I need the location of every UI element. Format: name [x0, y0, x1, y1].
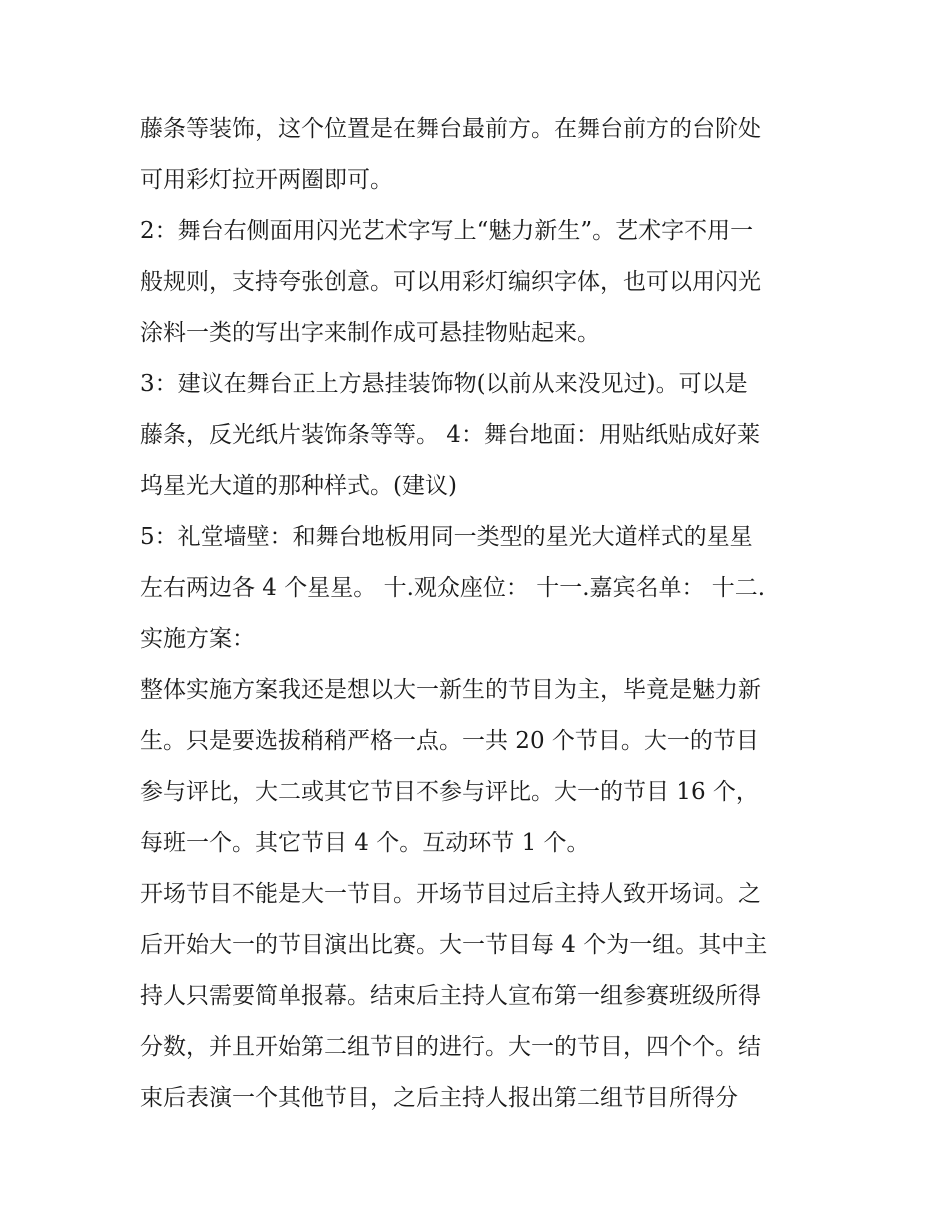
text-line: 涂料一类的写出字来制作成可悬挂物贴起来。 — [140, 320, 600, 346]
text-line: 藤条，反光纸片装饰条等等。 4：舞台地面：用贴纸贴成好莱 — [140, 422, 760, 448]
text-line: 3：建议在舞台正上方悬挂装饰物(以前从来没见过)。可以是 — [140, 371, 748, 397]
paragraph-implementation-overview — [140, 665, 820, 869]
text-line: 实施方案： — [140, 626, 255, 652]
text-line: 后开始大一的节目演出比赛。大一节目每 4 个为一组。其中主 — [140, 932, 768, 958]
paragraph-program-flow — [140, 869, 820, 1124]
text-line: 可用彩灯拉开两圈即可。 — [140, 167, 393, 193]
text-line: 整体实施方案我还是想以大一新生的节目为主，毕竟是魅力新 — [140, 677, 761, 703]
text-line: 生。只是要选拔稍稍严格一点。一共 20 个节目。大一的节目 — [140, 728, 759, 754]
text-line: 5：礼堂墙壁：和舞台地板用同一类型的星光大道样式的星星 — [140, 524, 753, 550]
text-line: 2：舞台右侧面用闪光艺术字写上“魅力新生”。艺术字不用一 — [140, 218, 754, 244]
text-line: 分数，并且开始第二组节目的进行。大一的节目，四个个。结 — [140, 1034, 761, 1060]
text-line: 左右两边各 4 个星星。 十.观众座位： 十一.嘉宾名单： 十二. — [140, 575, 766, 601]
text-line: 开场节目不能是大一节目。开场节目过后主持人致开场词。之 — [140, 881, 761, 907]
text-line: 参与评比，大二或其它节目不参与评比。大一的节目 16 个， — [140, 779, 759, 805]
paragraph-item-2 — [140, 206, 820, 359]
paragraph-stage-front — [140, 104, 820, 206]
text-line: 每班一个。其它节目 4 个。互动环节 1 个。 — [140, 830, 590, 856]
paragraph-item-5 — [140, 512, 820, 665]
text-line: 坞星光大道的那种样式。(建议) — [140, 473, 457, 499]
text-line: 束后表演一个其他节目，之后主持人报出第二组节目所得分 — [140, 1085, 738, 1111]
text-line: 持人只需要简单报幕。结束后主持人宣布第一组参赛班级所得 — [140, 983, 761, 1009]
text-line: 藤条等装饰，这个位置是在舞台最前方。在舞台前方的台阶处 — [140, 116, 761, 142]
text-line: 般规则，支持夸张创意。可以用彩灯编织字体，也可以用闪光 — [140, 269, 761, 295]
document-body — [140, 104, 820, 1124]
paragraph-item-3 — [140, 359, 820, 512]
